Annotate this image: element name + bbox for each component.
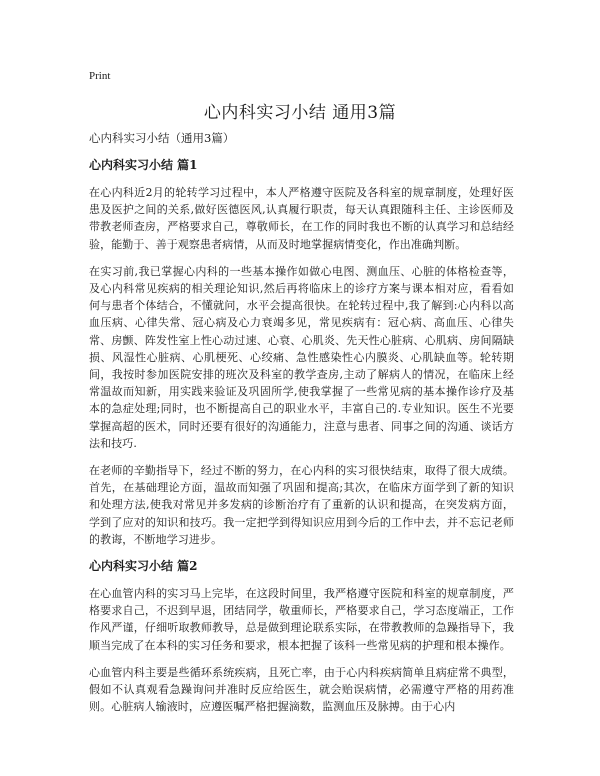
document-title: 心内科实习小结 通用3篇 <box>203 103 397 123</box>
section-heading-2: 心内科实习小结 篇2 <box>89 559 198 574</box>
paragraph: 在实习前,我已掌握心内科的一些基本操作如做心电图、测血压、心脏的体格检查等，及心内科常见疾病的相关理论知识,然后再将临床上的诊疗方案与课本相对应，看看如何与患者个体结合，不懂就问，水平会提高很快。在轮转过程中,我了解到:心内科以高血压病、心律失常、冠心病及心力衰竭多见，常见疾病有：冠心病、高血压、心律失常、房颤、阵发性室上性心动过速、心衰、心肌炎、先天性心脏病、心肌病、房间隔缺损、风湿性心脏病、心肌梗死、心绞痛、急性感染性心内膜炎、心肌缺血等。轮转期间，我按时参加医院安排的班次及科室的教学查房,主动了解病人的情况，在临床上经常温故而知新，用实践来验证及巩固所学,使我掌握了一些常见病的基本操作诊疗及基本的急症处理;同时，也不断提高自己的职业水平，丰富自己的.专业知识。医生不光要掌握高超的医术，同时还要有很好的沟通能力，注意与患者、同事之间的沟通、谈话方法和技巧. <box>89 264 514 450</box>
paragraph: 在心血管内科的实习马上完毕，在这段时间里，我严格遵守医院和科室的规章制度，严格要求自己，不迟到早退，团结同学，敬重师长，严格要求自己，学习态度端正，工作作风严谨，仔细听取教师教导，总是做到理论联系实际，在带教教师的急躁指导下，我顺当完成了在本科的实习任务和要求，根本把握了该科一些常见病的护理和根本操作。 <box>89 587 514 652</box>
paragraph: 心血管内科主要是些循环系统疾病，且死亡率，由于心内科疾病简单且病症常不典型，假如不认真观看急躁询问并准时反应给医生，就会贻误病情，必需遵守严格的用药准则。心脏病人输液时，应遵医嘱严格把握滴数，监测血压及脉搏。由于心内 <box>89 665 514 714</box>
document-body <box>89 130 514 725</box>
document-subtitle: 心内科实习小结（通用3篇） <box>89 131 235 145</box>
paragraph: 在心内科近2月的轮转学习过程中，本人严格遵守医院及各科室的规章制度，处理好医患及医护之间的关系,做好医德医风,认真履行职责，每天认真跟随科主任、主诊医师及带教老师查房，严格要求自己，尊敬师长，在工作的同时我也不断的认真学习和总结经验，能勤于、善于观察患者病情，从而及时地掌握病情变化，作出准确判断。 <box>89 186 514 251</box>
paragraph: 在老师的辛勤指导下，经过不断的努力，在心内科的实习很快结束，取得了很大成绩。首先，在基础理论方面，温故而知强了巩固和提高;其次，在临床方面学到了新的知识和处理方法,使我对常见并多发病的诊断治疗有了重新的认识和提高，在突发病方面，学到了应对的知识和技巧。我一定把学到得知识应用到今后的工作中去，并不忘记老师的教诲，不断地学习进步。 <box>89 464 514 546</box>
section-heading-1: 心内科实习小结 篇1 <box>89 158 198 172</box>
print-link[interactable]: Print <box>89 70 111 82</box>
